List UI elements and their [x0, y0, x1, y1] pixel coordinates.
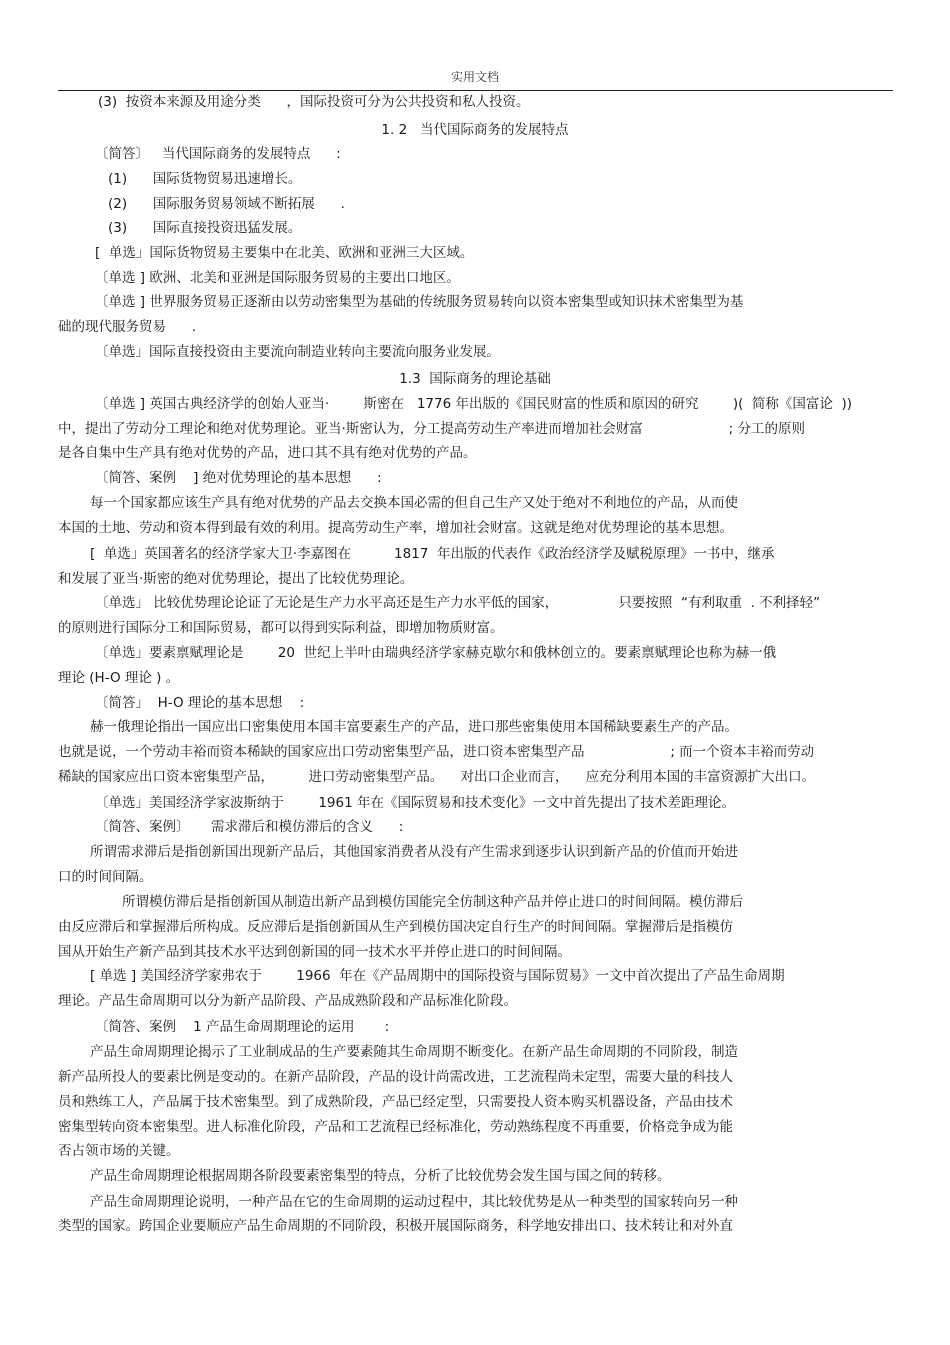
text-line: 所谓模仿滞后是指创新国从制造出新产品到模仿国能完全仿制这种产品并停止进口的时间间隔。模仿滞后: [122, 894, 743, 910]
text-line: 〔简答、案例 1 产品生命周期理论的运用 :: [95, 1019, 390, 1035]
section-heading: 1. 2 当代国际商务的发展特点: [381, 122, 569, 138]
text-line: 〔单选」要素禀赋理论是 20 世纪上半叶由瑞典经济学家赫克歇尔和俄林创立的。要素禀赋理论也称为赫一俄: [95, 645, 777, 661]
text-line: 〔单选 ] 英国古典经济学的创始人亚当· 斯密在 1776 年出版的《国民财富的性质和原因的研究 )( 简称《国富论 )): [95, 396, 853, 412]
text-line: 每一个国家都应该生产具有绝对优势的产品去交换本国必需的但自己生产又处于绝对不利地位的产品，从而使: [90, 495, 738, 511]
text-line: 〔简答」 H-O 理论的基本思想 :: [95, 695, 305, 711]
text-line: 〔简答、案例〕 需求滞后和模仿滞后的含义 :: [95, 819, 404, 835]
text-line: 础的现代服务贸易 .: [58, 319, 197, 335]
text-line: 由反应滞后和掌握滞后所构成。反应滞后是指创新国从生产到模仿国决定自行生产的时间间隔。掌握滞后是指模仿: [58, 919, 733, 935]
text-line: 〔简答〕 当代国际商务的发展特点 :: [95, 146, 341, 162]
text-line: 赫一俄理论指出一国应出口密集使用本国丰富要素生产的产品，进口那些密集使用本国稀缺要素生产的产品。: [90, 719, 738, 735]
text-line: 中，提出了劳动分工理论和绝对优势理论。亚当·斯密认为，分工提高劳动生产率进而增加社会财富 ; 分工的原则: [58, 421, 805, 437]
text-line: 〔单选 ] 世界服务贸易正逐渐由以劳动密集型为基础的传统服务贸易转向以资本密集型或知识抹术密集型为基: [95, 294, 744, 310]
text-line: 〔单选」国际直接投资由主要流向制造业转向主要流向服务业发展。: [95, 344, 500, 360]
text-line: (1) 国际货物贸易迅速增长。: [108, 171, 302, 187]
text-line: 产品生命周期理论根据周期各阶段要素密集型的特点，分析了比较优势会发生国与国之间的转移。: [90, 1168, 671, 1184]
header-rule: [58, 90, 893, 91]
text-line: 员和熟练工人，产品属于技术密集型。到了成熟阶段，产品已经定型，只需要投人资本购买机器设备，产品由技术: [58, 1094, 733, 1110]
text-line: (3) 按资本来源及用途分类 ，国际投资可分为公共投资和私人投资。: [98, 94, 530, 110]
section-heading: 1.3 国际商务的理论基础: [399, 371, 551, 387]
text-line: 的原则进行国际分工和国际贸易，都可以得到实际利益，即增加物质财富。: [58, 620, 504, 636]
text-line: [ 单选」国际货物贸易主要集中在北美、欧洲和亚洲三大区域。: [95, 245, 474, 261]
text-line: 密集型转向资本密集型。进人标准化阶段，产品和工艺流程已经标准化，劳动熟练程度不再重要，价格竞争成为能: [58, 1119, 733, 1135]
text-line: 本国的土地、劳动和资本得到最有效的利用。提高劳动生产率，增加社会财富。这就是绝对优势理论的基本思想。: [58, 520, 733, 536]
text-line: 也就是说，一个劳动丰裕而资本稀缺的国家应出口劳动密集型产品，进口资本密集型产品 ; 而一个资本丰裕而劳动: [58, 744, 815, 760]
text-line: 是各自集中生产具有绝对优势的产品，进口其不具有绝对优势的产品。: [58, 445, 477, 461]
text-line: 产品生命周期理论说明，一种产品在它的生命周期的运动过程中，其比较优势是从一种类型的国家转向另一种: [90, 1194, 738, 1210]
text-line: 〔简答、案例 ] 绝对优势理论的基本思想 :: [95, 470, 382, 486]
text-line: 国从开始生产新产品到其技术水平达到创新国的同一技术水平并停止进口的时间间隔。: [58, 944, 571, 960]
text-line: (2) 国际服务贸易领域不断拓展 .: [108, 196, 345, 212]
text-line: [ 单选」英国著名的经济学家大卫·李嘉图在 1817 年出版的代表作《政治经济学及赋税原理》一书中，继承: [90, 546, 775, 562]
text-line: 〔单选 ] 欧洲、北美和亚洲是国际服务贸易的主要出口地区。: [95, 270, 460, 286]
text-line: [ 单选 ] 美国经济学家弗农于 1966 年在《产品周期中的国际投资与国际贸易》一文中首次提出了产品生命周期: [90, 968, 785, 984]
text-line: 否占领市场的关键。: [58, 1143, 180, 1159]
text-line: 理论 (H-O 理论 ) 。: [58, 670, 180, 686]
text-line: 口的时间间隔。: [58, 869, 153, 885]
text-line: 类型的国家。跨国企业要顺应产品生命周期的不同阶段，积极开展国际商务，科学地安排出口、技术转让和对外直: [58, 1218, 733, 1234]
text-line: 新产品所投人的要素比例是变动的。在新产品阶段，产品的设计尚需改进，工艺流程尚未定型，需要大量的科技人: [58, 1069, 733, 1085]
text-line: 稀缺的国家应出口资本密集型产品， 进口劳动密集型产品。 对出口企业而言， 应充分利用本国的丰富资源扩大出口。: [58, 769, 816, 785]
text-line: 所谓需求滞后是指创新国出现新产品后，其他国家消费者从没有产生需求到逐步认识到新产品的价值而开始进: [90, 844, 738, 860]
text-line: 产品生命周期理论揭示了工业制成品的生产要素随其生命周期不断变化。在新产品生命周期的不同阶段，制造: [90, 1044, 738, 1060]
text-line: 〔单选」 比较优势理论论证了无论是生产力水平高还是生产力水平低的国家， 只要按照 “有利取重 . 不利择轻”: [95, 595, 821, 611]
text-line: (3) 国际直接投资迅猛发展。: [108, 220, 302, 236]
text-line: 和发展了亚当·斯密的绝对优势理论，提出了比较优势理论。: [58, 571, 414, 587]
page-header: 实用文档: [450, 70, 499, 84]
text-line: 〔单选」美国经济学家波斯纳于 1961 年在《国际贸易和技术变化》一文中首先提出了技术差距理论。: [95, 795, 735, 811]
text-line: 理论。产品生命周期可以分为新产品阶段、产品成熟阶段和产品标准化阶段。: [58, 993, 517, 1009]
